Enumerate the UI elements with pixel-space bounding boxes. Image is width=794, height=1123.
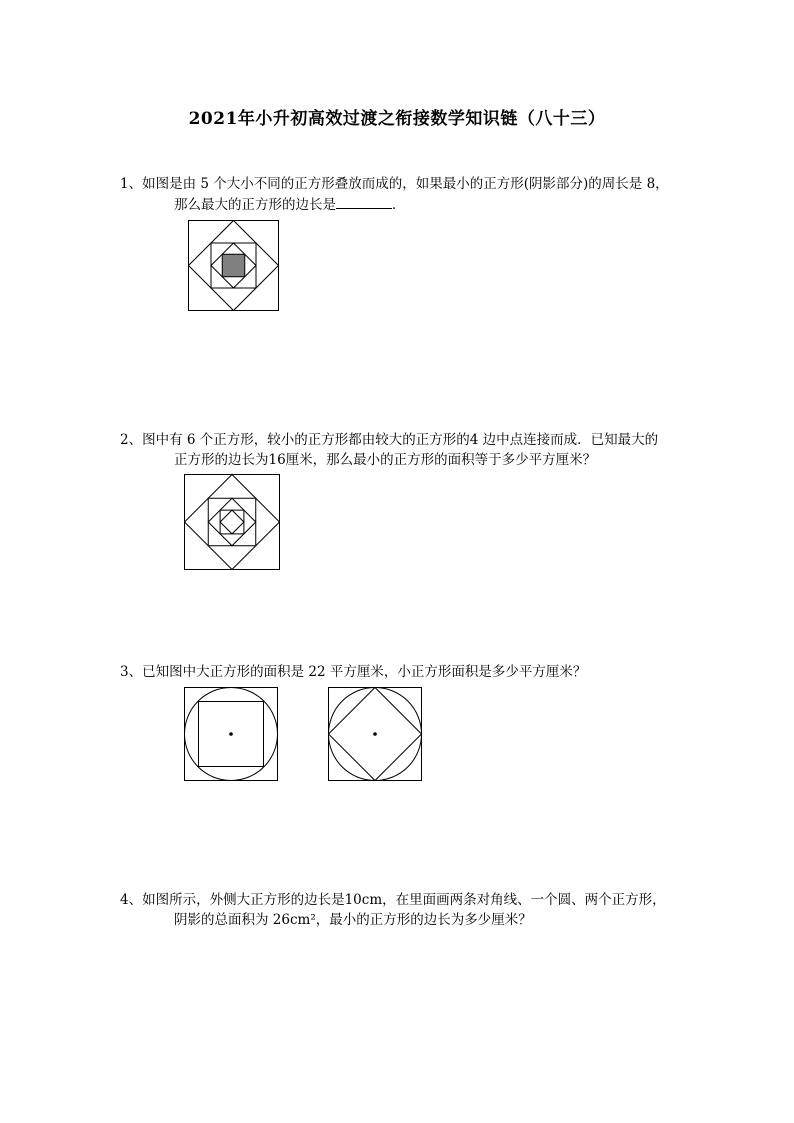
fig2-square-5 [220, 510, 244, 534]
fig3a-center-dot [229, 732, 233, 736]
fig2-square-1 [185, 475, 280, 570]
question-2-line1: 2、图中有 6 个正方形，较小的正方形都由较大的正方形的4 边中点连接而成．已知最大的 [120, 432, 659, 448]
question-1-number: 1、 [120, 176, 143, 192]
fig2-square-6 [220, 510, 244, 534]
figure-2-midpoint-squares [184, 474, 280, 570]
question-1 [120, 174, 720, 215]
question-4 [120, 890, 720, 930]
figure-3-circle-inscribed-square [184, 687, 278, 781]
question-2-number: 2、 [120, 432, 143, 448]
fig2-square-4 [208, 498, 256, 546]
figure-3-circle-inscribed-diamond [328, 687, 422, 781]
question-4-line2: 阴影的总面积为 26cm²，最小的正方形的边长为多少厘米？ [174, 912, 532, 928]
fig2-square-3 [208, 498, 256, 546]
question-4-number: 4、 [120, 892, 143, 908]
fig2-square-2 [185, 475, 280, 570]
fig1-square-shaded [222, 254, 245, 277]
figure-1-nested-squares [188, 220, 279, 311]
question-1-line2: 那么最大的正方形的边长是 ． [120, 194, 720, 215]
question-4-line1: 4、如图所示，外侧大正方形的边长是10cm，在里面画两条对角线、一个圆、两个正方形， [120, 892, 666, 908]
question-3 [120, 662, 720, 682]
fig3b-center-dot [373, 732, 377, 736]
question-2-line2: 正方形的边长为16厘米，那么最小的正方形的面积等于多少平方厘米？ [174, 452, 597, 468]
question-2 [120, 430, 720, 470]
question-3-line1: 3、已知图中大正方形的面积是 22 平方厘米，小正方形面积是多少平方厘米？ [120, 664, 587, 680]
question-3-number: 3、 [120, 664, 143, 680]
page-title: 2021年小升初高效过渡之衔接数学知识链（八十三） [188, 109, 606, 129]
question-1-line1: 1、如图是由 5 个大小不同的正方形叠放而成的，如果最小的正方形(阴影部分)的周长是 8， [120, 176, 669, 192]
answer-blank[interactable] [336, 194, 392, 209]
